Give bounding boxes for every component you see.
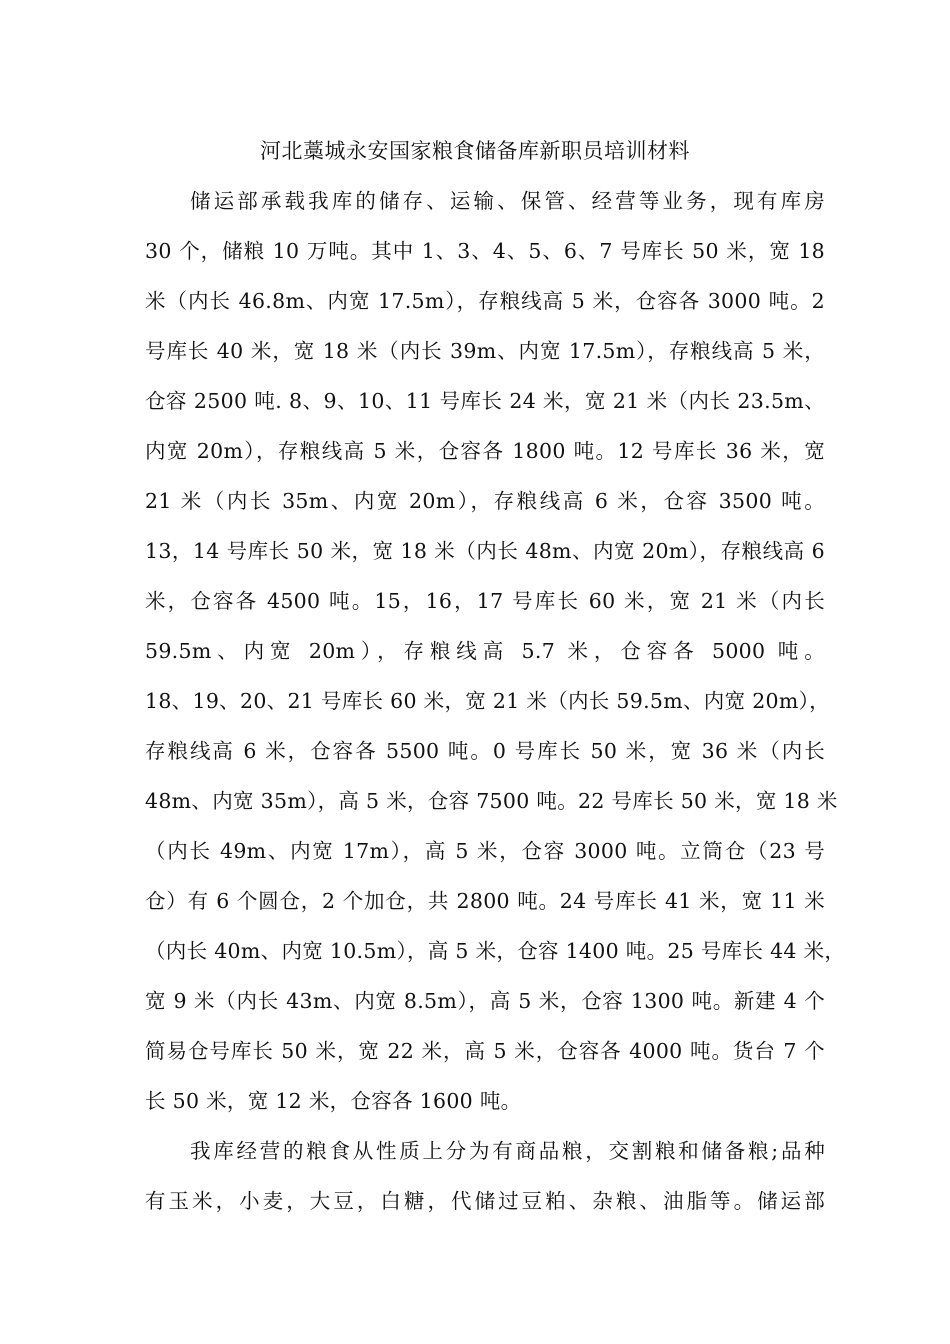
- paragraph1-line: 13，14 号库长 50 米，宽 18 米（内长 48m、内宽 20m），存粮线高 6: [145, 539, 825, 563]
- paragraph1-line: 长 50 米，宽 12 米，仓容各 1600 吨。: [145, 1089, 522, 1113]
- paragraph1-line: 储运部承载我库的储存、运输、保管、经营等业务，现有库房: [190, 189, 825, 213]
- paragraph1-line: 仓）有 6 个圆仓，2 个加仓，共 2800 吨。24 号库长 41 米，宽 11 米: [145, 889, 825, 913]
- paragraph1-line: 18、19、20、21 号库长 60 米，宽 21 米（内长 59.5m、内宽 20m），: [145, 689, 830, 713]
- document-title: 河北藁城永安国家粮食储备库新职员培训材料: [260, 139, 690, 163]
- paragraph1-line: 号库长 40 米，宽 18 米（内长 39m、内宽 17.5m），存粮线高 5 米，: [145, 339, 825, 363]
- paragraph2-line: 有玉米，小麦，大豆，白糖，代储过豆粕、杂粮、油脂等。储运部: [145, 1189, 825, 1213]
- paragraph1-line: 仓容 2500 吨. 8、9、10、11 号库长 24 米，宽 21 米（内长 23.5m、: [145, 389, 825, 413]
- paragraph2-line: 我库经营的粮食从性质上分为有商品粮，交割粮和储备粮;品种: [190, 1139, 825, 1163]
- paragraph1-line: （内长 40m、内宽 10.5m），高 5 米，仓容 1400 吨。25 号库长 44 米，: [145, 939, 846, 963]
- paragraph1-line: 内宽 20m），存粮线高 5 米，仓容各 1800 吨。12 号库长 36 米，宽: [145, 439, 825, 463]
- paragraph1-line: 59.5m、内宽 20m），存粮线高 5.7 米，仓容各 5000 吨。: [145, 639, 825, 663]
- paragraph1-line: 米（内长 46.8m、内宽 17.5m），存粮线高 5 米，仓容各 3000 吨。2: [145, 289, 825, 313]
- paragraph1-line: 宽 9 米（内长 43m、内宽 8.5m），高 5 米，仓容 1300 吨。新建 4 个: [145, 989, 825, 1013]
- paragraph1-line: 21 米（内长 35m、内宽 20m），存粮线高 6 米，仓容 3500 吨。: [145, 489, 825, 513]
- paragraph1-line: 简易仓号库长 50 米，宽 22 米，高 5 米，仓容各 4000 吨。货台 7 个: [145, 1039, 825, 1063]
- paragraph1-line: （内长 49m、内宽 17m），高 5 米，仓容 3000 吨。立筒仓（23 号: [145, 839, 825, 863]
- paragraph1-line: 48m、内宽 35m），高 5 米，仓容 7500 吨。22 号库长 50 米，宽 18 米: [145, 789, 838, 813]
- paragraph1-line: 米，仓容各 4500 吨。15，16，17 号库长 60 米，宽 21 米（内长: [145, 589, 825, 613]
- paragraph1-line: 30 个，储粮 10 万吨。其中 1、3、4、5、6、7 号库长 50 米，宽 18: [145, 239, 825, 263]
- paragraph1-line: 存粮线高 6 米，仓容各 5500 吨。0 号库长 50 米，宽 36 米（内长: [145, 739, 825, 763]
